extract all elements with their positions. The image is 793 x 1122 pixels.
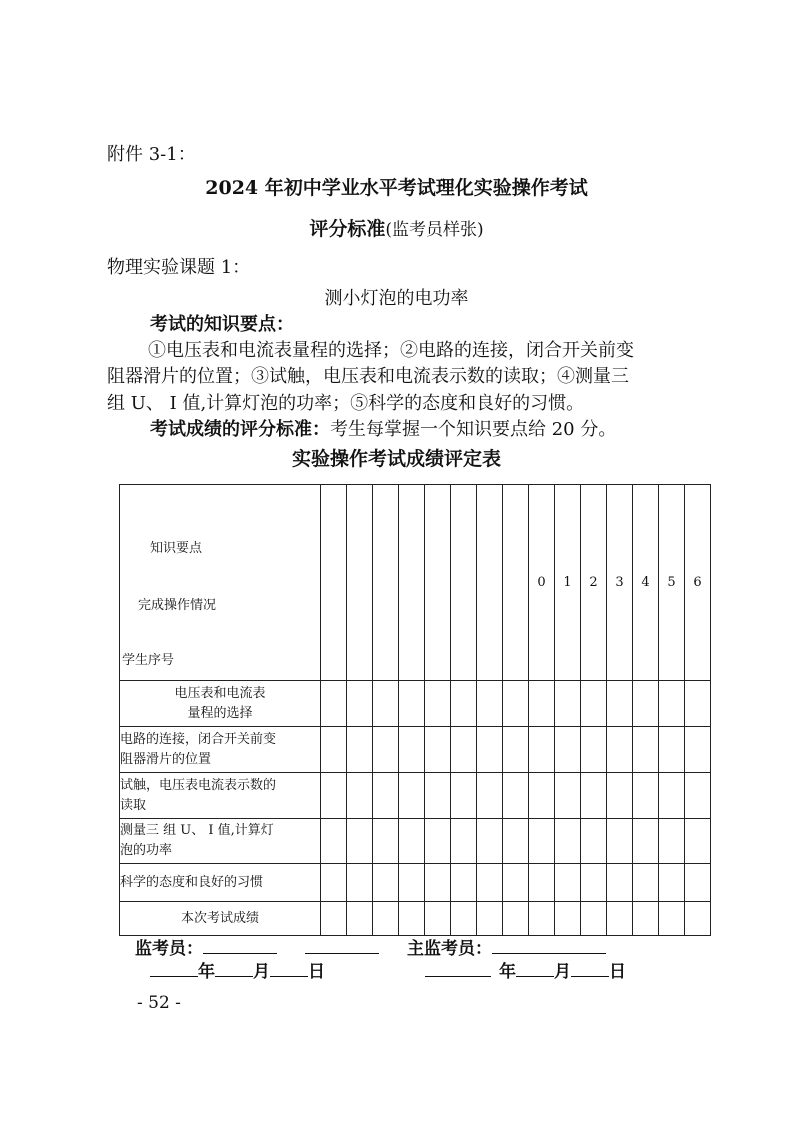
score-cell[interactable] [451, 773, 477, 819]
table-row [120, 819, 711, 864]
score-table [119, 484, 711, 936]
score-cell[interactable] [633, 902, 659, 936]
score-cell[interactable] [373, 773, 399, 819]
score-cell[interactable] [425, 727, 451, 773]
score-cell[interactable] [633, 727, 659, 773]
score-cell[interactable] [581, 864, 607, 902]
signature-date-line [150, 957, 626, 982]
topic-label: 物理实验课题 1： [107, 257, 251, 278]
score-cell[interactable] [399, 864, 425, 902]
table-row [120, 864, 711, 902]
score-cell[interactable] [555, 727, 581, 773]
annex-label: 附件 3-1： [107, 144, 196, 165]
score-cell[interactable] [555, 902, 581, 936]
score-cell[interactable] [685, 681, 711, 727]
score-cell[interactable] [529, 902, 555, 936]
page-number: - 52 - [137, 993, 181, 1013]
table-row [120, 727, 711, 773]
score-cell[interactable] [633, 681, 659, 727]
score-cell[interactable] [399, 681, 425, 727]
score-cell[interactable] [607, 681, 633, 727]
score-cell[interactable] [451, 681, 477, 727]
score-cell[interactable] [321, 902, 347, 936]
student-number: 2 [581, 485, 607, 681]
score-cell[interactable] [477, 485, 503, 681]
document-title: 2024 年初中学业水平考试理化实验操作考试 [205, 177, 588, 199]
score-cell[interactable] [503, 819, 529, 864]
score-cell[interactable] [451, 902, 477, 936]
score-cell[interactable] [373, 902, 399, 936]
table-row [120, 773, 711, 819]
invigilator-label: 监考员： [135, 939, 203, 959]
score-cell[interactable] [399, 727, 425, 773]
score-cell[interactable] [529, 681, 555, 727]
chief-month-label: 月 [554, 962, 571, 982]
score-cell[interactable] [581, 819, 607, 864]
score-cell[interactable] [399, 902, 425, 936]
chief-day-blank[interactable] [571, 960, 609, 977]
diagonal-header-cell [120, 485, 321, 681]
scoring-text: 考生每掌握一个知识要点给 20 分。 [330, 419, 617, 440]
score-cell[interactable] [321, 819, 347, 864]
score-cell[interactable] [451, 864, 477, 902]
score-cell[interactable] [321, 727, 347, 773]
score-cell[interactable] [633, 864, 659, 902]
table-row [120, 902, 711, 936]
score-cell[interactable] [347, 819, 373, 864]
score-cell[interactable] [321, 681, 347, 727]
score-cell[interactable] [503, 681, 529, 727]
score-cell[interactable] [503, 902, 529, 936]
score-cell[interactable] [659, 681, 685, 727]
score-cell[interactable] [373, 819, 399, 864]
score-cell[interactable] [321, 773, 347, 819]
score-cell[interactable] [321, 864, 347, 902]
score-cell[interactable] [633, 773, 659, 819]
score-cell[interactable] [659, 864, 685, 902]
student-number: 6 [685, 485, 711, 681]
knowledge-line-1: ①电压表和电流表量程的选择；②电路的连接，闭合开关前变 [148, 340, 634, 361]
header-completion: 完成操作情况 [138, 598, 217, 613]
score-cell[interactable] [529, 773, 555, 819]
score-cell[interactable] [607, 773, 633, 819]
score-cell[interactable] [425, 902, 451, 936]
header-student: 学生序号 [122, 653, 175, 668]
score-cell[interactable] [373, 681, 399, 727]
score-cell[interactable] [503, 864, 529, 902]
score-cell[interactable] [581, 902, 607, 936]
score-cell[interactable] [477, 681, 503, 727]
month-label: 月 [253, 962, 270, 982]
score-cell[interactable] [685, 819, 711, 864]
score-cell[interactable] [685, 864, 711, 902]
score-cell[interactable] [685, 773, 711, 819]
row-label: 电压表和电流表 量程的选择 [120, 681, 321, 727]
chief-year-blank[interactable] [425, 960, 491, 977]
score-cell[interactable] [633, 819, 659, 864]
score-cell[interactable] [373, 864, 399, 902]
score-cell[interactable] [477, 864, 503, 902]
score-cell[interactable] [503, 773, 529, 819]
knowledge-line-2: 阻器滑片的位置；③试触，电压表和电流表示数的读取；④测量三 [107, 366, 629, 387]
score-cell[interactable] [503, 485, 529, 681]
score-cell[interactable] [529, 819, 555, 864]
score-cell[interactable] [529, 864, 555, 902]
score-cell[interactable] [529, 727, 555, 773]
knowledge-heading: 考试的知识要点： [150, 314, 294, 335]
student-number: 1 [555, 485, 581, 681]
score-cell[interactable] [451, 819, 477, 864]
score-cell[interactable] [425, 485, 451, 681]
row-label: 电路的连接，闭合开关前变 阻器滑片的位置 [120, 727, 321, 773]
score-cell[interactable] [581, 727, 607, 773]
score-cell[interactable] [659, 773, 685, 819]
row-label: 本次考试成绩 [120, 902, 321, 936]
knowledge-line-3: 组 U、 I 值,计算灯泡的功率；⑤科学的态度和良好的习惯。 [107, 393, 585, 414]
score-cell[interactable] [607, 902, 633, 936]
score-cell[interactable] [399, 819, 425, 864]
chief-year-label: 年 [499, 962, 516, 982]
score-cell[interactable] [659, 819, 685, 864]
day-blank[interactable] [270, 960, 308, 977]
score-cell[interactable] [347, 681, 373, 727]
document-subtitle [0, 214, 793, 241]
row-label: 试触，电压表电流表示数的 读取 [120, 773, 321, 819]
chief-day-label: 日 [609, 962, 626, 982]
experiment-subject: 测小灯泡的电功率 [324, 288, 469, 309]
table-title: 实验操作考试成绩评定表 [291, 448, 501, 470]
invigilator-blank-1[interactable] [203, 937, 277, 954]
score-cell[interactable] [581, 681, 607, 727]
score-cell[interactable] [477, 773, 503, 819]
chief-month-blank[interactable] [516, 960, 554, 977]
score-cell[interactable] [347, 773, 373, 819]
year-blank[interactable] [150, 960, 198, 977]
score-cell[interactable] [685, 902, 711, 936]
score-cell[interactable] [555, 819, 581, 864]
score-cell[interactable] [477, 727, 503, 773]
subtitle-main: 评分标准 [309, 218, 386, 240]
student-number: 0 [529, 485, 555, 681]
score-cell[interactable] [399, 773, 425, 819]
score-cell[interactable] [659, 902, 685, 936]
scoring-heading: 考试成绩的评分标准： [150, 419, 330, 440]
day-label: 日 [308, 962, 325, 982]
score-cell[interactable] [685, 727, 711, 773]
score-cell[interactable] [581, 773, 607, 819]
year-label: 年 [198, 962, 215, 982]
score-cell[interactable] [659, 727, 685, 773]
signature-line-1 [135, 934, 606, 959]
invigilator-blank-2[interactable] [305, 937, 379, 954]
score-cell[interactable] [477, 819, 503, 864]
student-number: 5 [659, 485, 685, 681]
score-cell[interactable] [425, 864, 451, 902]
row-label: 科学的态度和良好的习惯 [120, 864, 321, 902]
score-cell[interactable] [477, 902, 503, 936]
score-cell[interactable] [399, 485, 425, 681]
score-cell[interactable] [555, 681, 581, 727]
score-cell[interactable] [555, 864, 581, 902]
score-cell[interactable] [347, 727, 373, 773]
score-cell[interactable] [607, 727, 633, 773]
header-knowledge: 知识要点 [150, 541, 203, 556]
student-number: 3 [607, 485, 633, 681]
score-cell[interactable] [425, 681, 451, 727]
score-cell[interactable] [373, 727, 399, 773]
scoring-standard [150, 415, 616, 441]
score-cell[interactable] [425, 773, 451, 819]
row-label: 测量三 组 U、 I 值,计算灯 泡的功率 [120, 819, 321, 864]
chief-invigilator-blank[interactable] [492, 937, 606, 954]
score-cell[interactable] [607, 819, 633, 864]
score-cell[interactable] [451, 727, 477, 773]
score-cell[interactable] [373, 485, 399, 681]
score-cell[interactable] [503, 727, 529, 773]
subtitle-sub: (监考员样张) [385, 220, 484, 240]
month-blank[interactable] [215, 960, 253, 977]
score-cell[interactable] [555, 773, 581, 819]
score-cell[interactable] [347, 485, 373, 681]
score-cell[interactable] [321, 485, 347, 681]
table-row [120, 681, 711, 727]
score-cell[interactable] [425, 819, 451, 864]
score-cell[interactable] [607, 864, 633, 902]
student-number: 4 [633, 485, 659, 681]
score-cell[interactable] [347, 864, 373, 902]
score-cell[interactable] [451, 485, 477, 681]
score-cell[interactable] [347, 902, 373, 936]
chief-invigilator-label: 主监考员： [407, 939, 492, 959]
